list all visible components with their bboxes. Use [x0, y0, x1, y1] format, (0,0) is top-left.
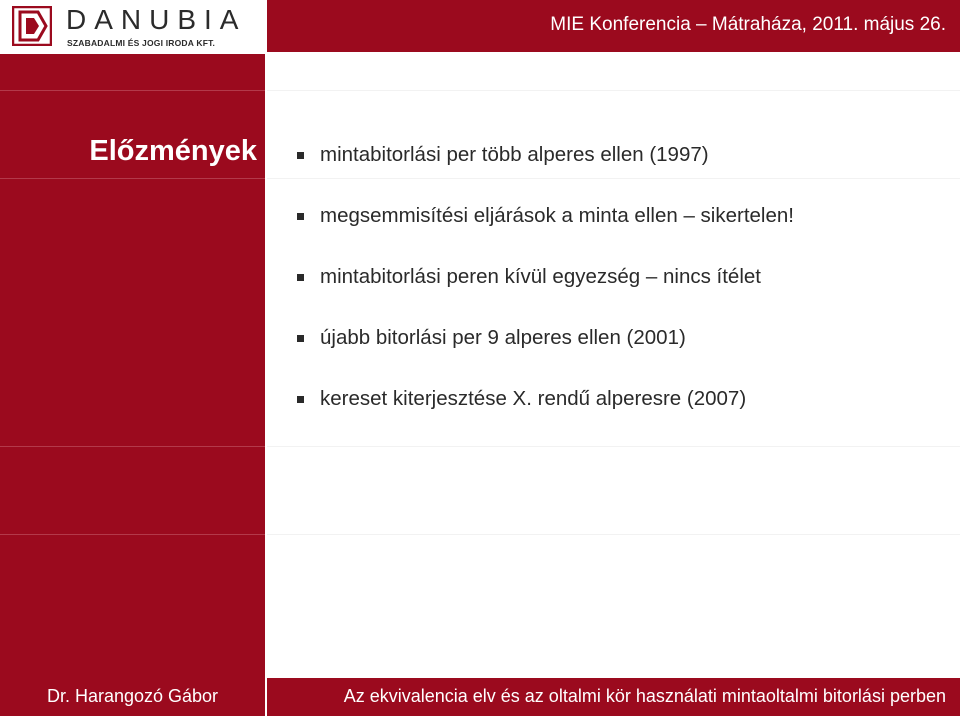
- logo: [0, 0, 265, 52]
- square-bullet-icon: [297, 274, 304, 281]
- bullet-text: mintabitorlási per több alperes ellen (1997): [320, 143, 709, 166]
- footer-bar: [0, 678, 960, 716]
- list-item: [297, 384, 794, 445]
- sidebar-divider: [0, 178, 265, 179]
- square-bullet-icon: [297, 335, 304, 342]
- presentation-title: Az ekvivalencia elv és az oltalmi kör használati mintaoltalmi bitorlási perben: [343, 686, 946, 706]
- square-bullet-icon: [297, 396, 304, 403]
- logo-name: DANUBIA: [66, 4, 247, 35]
- bullet-text: mintabitorlási peren kívül egyezség – nincs ítélet: [320, 265, 761, 288]
- sidebar-divider: [0, 534, 265, 535]
- square-bullet-icon: [297, 213, 304, 220]
- sidebar-divider: [0, 446, 265, 447]
- bullet-text: megsemmisítési eljárások a minta ellen – sikertelen!: [320, 204, 794, 227]
- sidebar-divider: [0, 90, 265, 91]
- guide-line: [267, 534, 960, 535]
- list-item: [297, 262, 794, 323]
- danubia-logo-icon: [12, 6, 52, 46]
- square-bullet-icon: [297, 152, 304, 159]
- guide-line: [267, 446, 960, 447]
- list-item: [297, 140, 794, 201]
- bullet-text: kereset kiterjesztése X. rendű alperesre (2007): [320, 387, 747, 410]
- list-item: [297, 323, 794, 384]
- conference-label: MIE Konferencia – Mátraháza, 2011. május 26.: [550, 14, 946, 35]
- footer-divider: [265, 678, 267, 716]
- bullet-list: [297, 140, 794, 445]
- header-bar: [267, 0, 960, 52]
- guide-line: [267, 90, 960, 91]
- slide-title: Előzmények: [89, 135, 257, 167]
- author-name: Dr. Harangozó Gábor: [46, 686, 219, 706]
- list-item: [297, 201, 794, 262]
- bullet-text: újabb bitorlási per 9 alperes ellen (2001): [320, 326, 686, 349]
- logo-subtitle: SZABADALMI ÉS JOGI IRODA KFT.: [67, 38, 216, 48]
